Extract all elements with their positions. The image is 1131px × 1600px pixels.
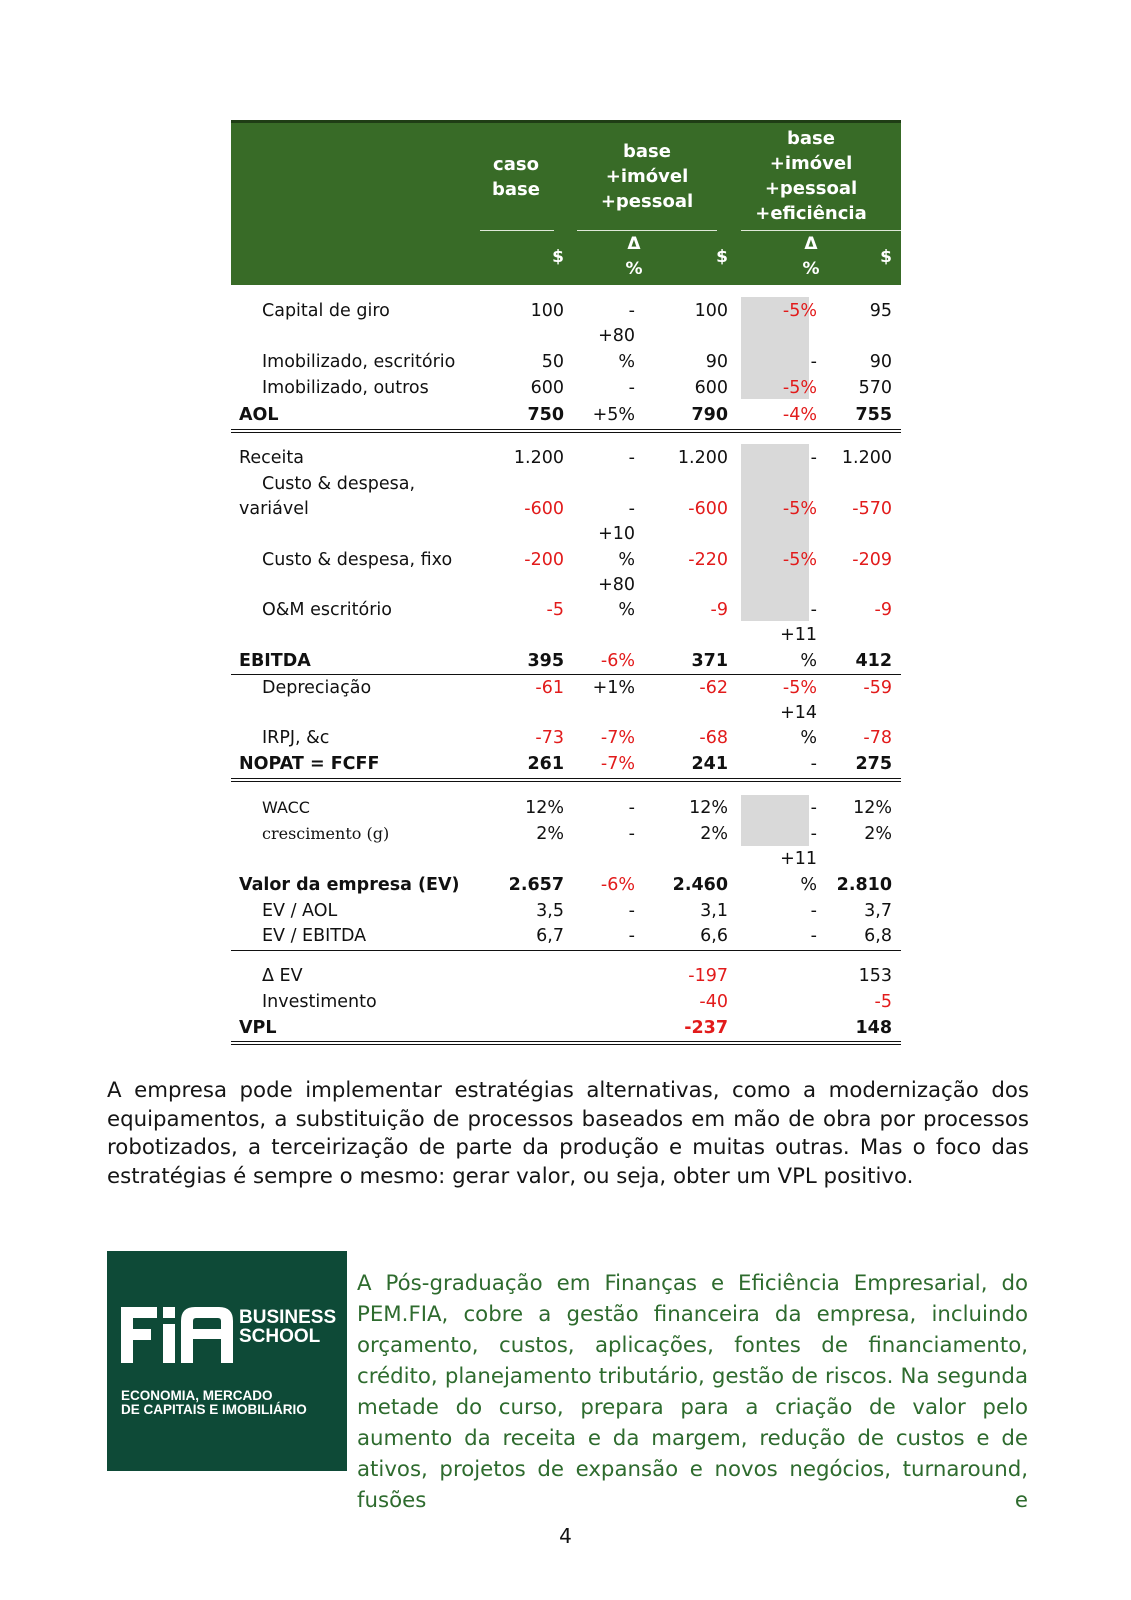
header-text: base bbox=[787, 128, 835, 149]
cell-c2: +80 bbox=[598, 575, 635, 595]
row-label: Custo & despesa, fixo bbox=[262, 550, 453, 570]
row-label: NOPAT = FCFF bbox=[239, 754, 380, 774]
cell-c2: - bbox=[628, 824, 635, 844]
cell-c1: 2% bbox=[536, 824, 564, 844]
cell-c1: 2.657 bbox=[508, 875, 564, 895]
table-header bbox=[231, 120, 901, 285]
cell-c3: 790 bbox=[691, 405, 728, 425]
logo-sub-line: DE CAPITAIS E IMOBILIÁRIO bbox=[121, 1402, 307, 1417]
cell-c5: -209 bbox=[852, 550, 892, 570]
cell-c4: - bbox=[810, 824, 817, 844]
logo-school-text: SCHOOL bbox=[239, 1326, 321, 1347]
header-dollar: $ bbox=[552, 247, 564, 267]
cell-c2: - bbox=[628, 926, 635, 946]
cell-c2: % bbox=[618, 600, 635, 620]
row-label: Δ EV bbox=[262, 966, 303, 986]
cell-c5: -570 bbox=[852, 499, 892, 519]
cell-c5: -78 bbox=[863, 728, 892, 748]
row-label: Receita bbox=[239, 448, 304, 468]
cell-c5: 6,8 bbox=[864, 926, 892, 946]
cell-c4: -4% bbox=[782, 405, 817, 425]
cell-c3: 100 bbox=[694, 301, 728, 321]
valuation-table bbox=[231, 120, 901, 1038]
cell-c2: -6% bbox=[600, 875, 635, 895]
cell-c5: 2.810 bbox=[836, 875, 892, 895]
cell-c2: - bbox=[628, 901, 635, 921]
header-text: +imóvel bbox=[605, 166, 689, 187]
logo-business-school bbox=[239, 1308, 336, 1346]
cell-c4: - bbox=[810, 448, 817, 468]
header-dollar: $ bbox=[716, 247, 728, 267]
cell-c3: -220 bbox=[688, 550, 728, 570]
single-rule bbox=[231, 950, 901, 951]
row-label: Valor da empresa (EV) bbox=[239, 875, 460, 895]
cell-c3: 2% bbox=[700, 824, 728, 844]
cell-c2: +10 bbox=[598, 524, 635, 544]
header-text: Δ bbox=[804, 234, 818, 254]
double-rule bbox=[231, 1041, 901, 1045]
header-text: base bbox=[492, 179, 540, 200]
header-base-eficiencia bbox=[741, 126, 881, 226]
logo-sub-line: ECONOMIA, MERCADO bbox=[121, 1388, 273, 1403]
cell-c5: -59 bbox=[863, 678, 892, 698]
row-label: VPL bbox=[239, 1018, 277, 1038]
row-label: O&M escritório bbox=[262, 600, 392, 620]
header-base-imovel-pessoal bbox=[577, 139, 717, 214]
row-label: Investimento bbox=[262, 992, 377, 1012]
row-label: Custo & despesa, bbox=[262, 474, 416, 494]
cell-c1: 750 bbox=[527, 405, 564, 425]
header-text: % bbox=[625, 259, 643, 279]
cell-c5: 153 bbox=[858, 966, 892, 986]
cell-c3: 600 bbox=[694, 378, 728, 398]
cell-c5: 412 bbox=[855, 651, 892, 671]
fia-logo bbox=[107, 1251, 347, 1471]
cell-c2: -7% bbox=[600, 728, 635, 748]
cell-c1: 3,5 bbox=[536, 901, 564, 921]
header-divider bbox=[480, 230, 554, 231]
cell-c1: -600 bbox=[524, 499, 564, 519]
cell-c2: -7% bbox=[600, 754, 635, 774]
cell-c2: - bbox=[628, 301, 635, 321]
cell-c1: -61 bbox=[535, 678, 564, 698]
double-rule bbox=[231, 778, 901, 782]
cell-c2: % bbox=[618, 352, 635, 372]
cell-c3: 12% bbox=[689, 798, 728, 818]
cell-c1: 6,7 bbox=[536, 926, 564, 946]
cell-c2: - bbox=[628, 378, 635, 398]
cell-c5: 12% bbox=[853, 798, 892, 818]
cell-c1: 261 bbox=[527, 754, 564, 774]
cell-c4: -5% bbox=[782, 378, 817, 398]
row-label: AOL bbox=[239, 405, 279, 425]
row-label: Depreciação bbox=[262, 678, 372, 698]
cell-c5: 95 bbox=[869, 301, 892, 321]
cell-c4: -5% bbox=[782, 499, 817, 519]
header-text: +pessoal bbox=[600, 191, 694, 212]
cell-c3: -197 bbox=[688, 966, 728, 986]
cell-c1: 50 bbox=[541, 352, 564, 372]
cell-c2: +1% bbox=[592, 678, 635, 698]
row-label: WACC bbox=[262, 798, 310, 817]
header-text: caso bbox=[493, 154, 539, 175]
cell-c5: 755 bbox=[855, 405, 892, 425]
header-delta-pct bbox=[614, 232, 654, 282]
row-label: variável bbox=[239, 499, 309, 519]
cell-c4: +14 bbox=[780, 703, 817, 723]
cell-c3: -68 bbox=[699, 728, 728, 748]
course-description: A Pós-graduação em Finanças e Eficiência Empresarial, do PEM.FIA, cobre a gestão financeira da empresa, incluindo orçamento, custos, aplicações, fontes de financiamento, crédito, planejamento tributário, gestão de riscos. Na segunda metade do curso, prepara para a criação de valor pelo aumento da receita e da margem, redução de custos e de ativos, projetos de expansão e novos negócios, turnaround, fusões e bbox=[357, 1271, 1028, 1513]
cell-c1: 395 bbox=[527, 651, 564, 671]
cell-c1: -200 bbox=[524, 550, 564, 570]
row-label: crescimento (g) bbox=[262, 824, 390, 843]
cell-c1: 1.200 bbox=[513, 448, 564, 468]
cell-c1: -5 bbox=[546, 600, 564, 620]
cell-c4: -5% bbox=[782, 550, 817, 570]
cell-c2: - bbox=[628, 448, 635, 468]
header-text: % bbox=[802, 259, 820, 279]
cell-c5: 2% bbox=[864, 824, 892, 844]
cell-c5: -5 bbox=[874, 992, 892, 1012]
cell-c3: 2.460 bbox=[672, 875, 728, 895]
header-text: +imóvel bbox=[769, 153, 853, 174]
cell-c1: 12% bbox=[525, 798, 564, 818]
cell-c3: 241 bbox=[691, 754, 728, 774]
header-divider bbox=[577, 230, 717, 231]
cell-c3: -62 bbox=[699, 678, 728, 698]
cell-c4: - bbox=[810, 926, 817, 946]
page-number: 4 bbox=[559, 1524, 572, 1548]
cell-c4: - bbox=[810, 901, 817, 921]
cell-c3: 3,1 bbox=[700, 901, 728, 921]
cell-c5: 275 bbox=[855, 754, 892, 774]
cell-c5: -9 bbox=[874, 600, 892, 620]
cell-c4: - bbox=[810, 754, 817, 774]
header-text: Δ bbox=[627, 234, 641, 254]
cell-c5: 570 bbox=[858, 378, 892, 398]
cell-c4: % bbox=[800, 651, 817, 671]
logo-subtitle bbox=[121, 1389, 307, 1417]
cell-c3: -40 bbox=[699, 992, 728, 1012]
cell-c5: 90 bbox=[869, 352, 892, 372]
cell-c2: +5% bbox=[592, 405, 635, 425]
cell-c4: - bbox=[810, 798, 817, 818]
cell-c3: 6,6 bbox=[700, 926, 728, 946]
cell-c2: -6% bbox=[600, 651, 635, 671]
header-text: base bbox=[623, 141, 671, 162]
row-label: EBITDA bbox=[239, 651, 311, 671]
cell-c2: % bbox=[618, 550, 635, 570]
cell-c4: +11 bbox=[780, 849, 817, 869]
cell-c1: 100 bbox=[530, 301, 564, 321]
cell-c5: 1.200 bbox=[841, 448, 892, 468]
row-label: EV / AOL bbox=[262, 901, 338, 921]
logo-business-text: BUSINESS bbox=[239, 1307, 337, 1328]
row-label: Imobilizado, escritório bbox=[262, 352, 456, 372]
cell-c4: -5% bbox=[782, 678, 817, 698]
cell-c1: 600 bbox=[530, 378, 564, 398]
cell-c2: - bbox=[628, 499, 635, 519]
header-text: +pessoal bbox=[764, 178, 858, 199]
cell-c4: - bbox=[810, 352, 817, 372]
cell-c5: 3,7 bbox=[864, 901, 892, 921]
cell-c3: 90 bbox=[705, 352, 728, 372]
cell-c3: -9 bbox=[710, 600, 728, 620]
cell-c5: 148 bbox=[855, 1018, 892, 1038]
cell-c4: +11 bbox=[780, 625, 817, 645]
header-divider bbox=[741, 230, 901, 231]
row-label: IRPJ, &c bbox=[262, 728, 330, 748]
body-paragraph: A empresa pode implementar estratégias alternativas, como a modernização dos equipamentos, a substituição de processos baseados em mão de obra por processos robotizados, a terceirização de parte da produção e muitas outras. Mas o foco das estratégias é sempre o mesmo: gerar valor, ou seja, obter um VPL positivo. bbox=[107, 1078, 1029, 1189]
cell-c3: 371 bbox=[691, 651, 728, 671]
row-label: Capital de giro bbox=[262, 301, 390, 321]
double-rule bbox=[231, 429, 901, 433]
header-caso-base bbox=[476, 152, 556, 202]
cell-c4: - bbox=[810, 600, 817, 620]
cell-c4: -5% bbox=[782, 301, 817, 321]
header-dollar: $ bbox=[880, 247, 892, 267]
cell-c3: 1.200 bbox=[677, 448, 728, 468]
cell-c2: - bbox=[628, 798, 635, 818]
cell-c3: -600 bbox=[688, 499, 728, 519]
cell-c4: % bbox=[800, 728, 817, 748]
header-delta-pct bbox=[791, 232, 831, 282]
cell-c1: -73 bbox=[535, 728, 564, 748]
row-label: Imobilizado, outros bbox=[262, 378, 429, 398]
cell-c4: % bbox=[800, 875, 817, 895]
header-text: +eficiência bbox=[755, 203, 867, 224]
fia-mark-icon bbox=[121, 1307, 233, 1363]
row-label: EV / EBITDA bbox=[262, 926, 367, 946]
cell-c3: -237 bbox=[684, 1018, 728, 1038]
cell-c2: +80 bbox=[598, 326, 635, 346]
